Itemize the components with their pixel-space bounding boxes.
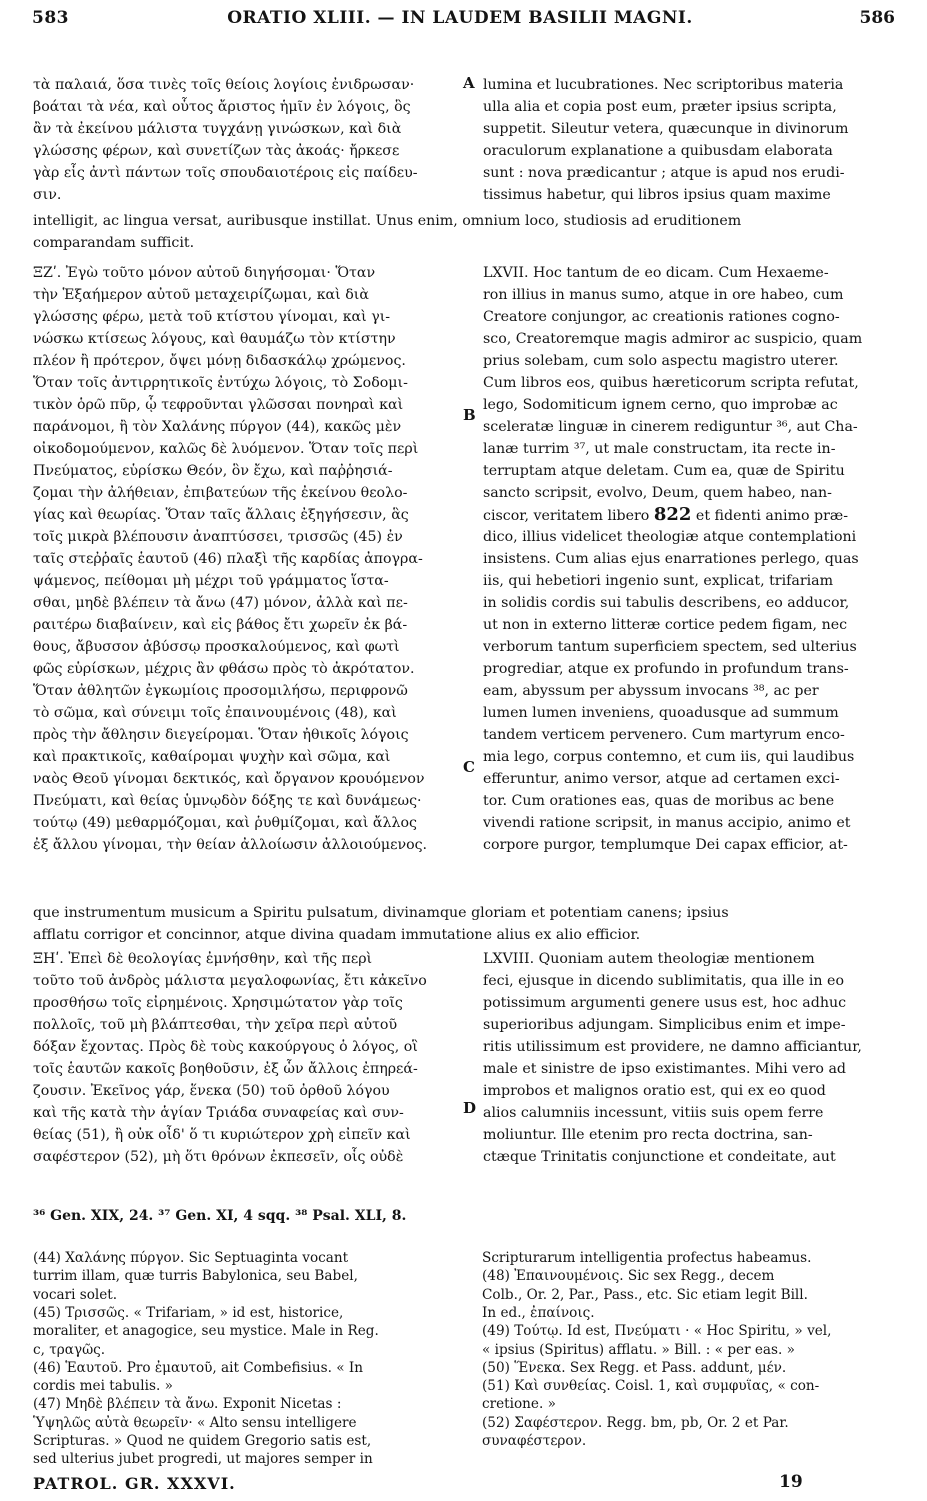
latin-line: superioribus adjungam. Simplicibus enim et impe- <box>483 1017 846 1033</box>
footnote-line: moraliter, et anagogice, seu mystice. Male in Reg. <box>33 1323 379 1340</box>
footnote-line: turrim illam, quæ turris Babylonica, seu Babel, <box>33 1268 358 1285</box>
greek-line: θους, ἄβυσσον ἀβύσσῳ προσκαλούμενος, καὶ φωτὶ <box>33 639 400 655</box>
footnote-line: (47) Μηδὲ βλέπειν τὰ ἄνω. Exponit Nicetas : <box>33 1396 342 1413</box>
greek-line: δόξαν ἔχοντας. Πρὸς δὲ τοὺς κακούργους ὁ λόγος, οἳ <box>33 1039 418 1055</box>
latin-line: LXVIII. Quoniam autem theologiæ mentionem <box>483 951 815 967</box>
greek-line: πλέον ἢ πρότερον, ὄψει μόνῃ διδασκάλῳ χρώμενος. <box>33 353 406 369</box>
latin-line: feci, ejusque in dicendo sublimitatis, qua ille in eo <box>483 973 844 989</box>
greek-line: προσθήσω τοῖς εἰρημένοις. Χρησιμώτατον γὰρ τοῖς <box>33 995 403 1011</box>
greek-line: ψάμενος, πείθομαι μὴ μέχρι τοῦ γράμματος ἵστα- <box>33 573 389 589</box>
footnote-line: Ὑψηλῶς αὐτὰ θεωρεῖν· « Alto sensu intelligere <box>33 1414 357 1431</box>
latin-line: male et sinistre de ipso existimantes. Mihi vero ad <box>483 1061 847 1077</box>
latin-line: improbos et malignos oratio est, qui ex eo quod <box>483 1083 826 1099</box>
latin-line: oraculorum explanatione a quibusdam elaborata <box>483 143 833 159</box>
greek-line: γὰρ εἷς ἀντὶ πάντων τοῖς σπουδαιοτέροις εἰς παίδευ- <box>33 165 418 181</box>
latin-line: tandem verticem pervenero. Cum martyrum enco- <box>483 727 845 743</box>
greek-line: ναὸς Θεοῦ γίνομαι δεκτικός, καὶ ὄργανον κρουόμενον <box>33 771 425 787</box>
latin-line: potissimum argumenti genere usus est, hoc adhuc <box>483 995 847 1011</box>
greek-line: ραιτέρω διαβαίνειν, καὶ εἰς βάθος ἔτι χωρεῖν ἐκ βά- <box>33 617 408 633</box>
footnote-line: sed ulterius jubet progredi, ut majores semper in <box>33 1451 373 1468</box>
greek-line: τοῖς μικρὰ βλέπουσιν ἀναπτύσσει, τρισσῶς (45) ἐν <box>33 529 403 545</box>
greek-line: πρὸς τὴν ἄθλησιν διεγείρομαι. Ὅταν ἠθικοῖς λόγοις <box>33 727 409 743</box>
latin-line-continuation: et fidenti animo præ- <box>691 508 848 524</box>
footnote-line: (51) Καὶ συνθείας. Coisl. 1, καὶ συμφυΐας, « con- <box>482 1378 820 1395</box>
latin-line: Creatore conjungor, ac creationis rationes cogno- <box>483 309 840 325</box>
greek-line: τὴν Ἑξαήμερον αὐτοῦ μεταχειρίζωμαι, καὶ διὰ <box>33 287 369 303</box>
greek-line: ἂν τὰ ἐκείνου μάλιστα τυγχάνῃ γινώσκων, καὶ διὰ <box>33 121 402 137</box>
latin-line: suppetit. Sileutur vetera, quæcunque in divinorum <box>483 121 849 137</box>
latin-line: lego, Sodomiticum ignem cerno, quo improbæ ac <box>483 397 838 413</box>
greek-line: Ὅταν ἀθλητῶν ἐγκωμίοις προσομιλήσω, περιφρονῶ <box>33 683 408 699</box>
greek-line: καὶ πρακτικοῖς, καθαίρομαι ψυχὴν καὶ σῶμα, καὶ <box>33 749 391 765</box>
column-number: 822 <box>653 504 692 525</box>
footnote-line: cordis mei tabulis. » <box>33 1378 173 1395</box>
latin-line: insistens. Cum alias ejus enarrationes perlego, quas <box>483 551 859 567</box>
full-width-line: intelligit, ac lingua versat, auribusque instillat. Unus enim, omnium loco, studiosis ad eruditionem <box>33 213 742 229</box>
footnote-line: (45) Τρισσῶς. « Trifariam, » id est, historice, <box>33 1304 344 1321</box>
latin-line: terruptam atque deletam. Cum ea, quæ de Spiritu <box>483 463 845 479</box>
greek-line: τοῖς ἑαυτῶν κακοῖς βοηθοῦσιν, ἐξ ὧν ἄλλοις ἐπηρεά- <box>33 1061 418 1077</box>
greek-line: σιν. <box>33 187 62 203</box>
margin-letter: C <box>463 758 475 776</box>
footnote-line: Scripturas. » Quod ne quidem Gregorio satis est, <box>33 1433 372 1449</box>
greek-line: σθαι, μηδὲ βλέπειν τὰ ἄνω (47) μόνον, ἀλλὰ καὶ πε- <box>33 595 408 611</box>
latin-line: sunt : nova prædicantur ; atque is apud nos erudi- <box>483 165 845 181</box>
latin-line: iis, qui hebetiori ingenio sunt, explicat, trifariam <box>483 573 834 589</box>
page-number-right: 586 <box>859 8 895 28</box>
margin-letter: A <box>463 74 475 92</box>
greek-line: οἰκοδομούμενον, καλῶς δὲ λυόμενον. Ὅταν τοῖς περὶ <box>33 441 419 457</box>
footnote-line: Colb., Or. 2, Par., Pass., etc. Sic etiam legit Bill. <box>482 1286 808 1303</box>
footnote-line: (48) Ἐπαινουμένοις. Sic sex Regg., decem <box>482 1268 775 1285</box>
latin-line: ctæque Trinitatis conjunctione et condeitate, aut <box>483 1149 836 1165</box>
greek-line: ΞΖʹ. Ἐγὼ τοῦτο μόνον αὐτοῦ διηγήσομαι· Ὅταν <box>33 265 376 281</box>
footnote-line: (44) Χαλάνης πύργον. Sic Septuaginta vocant <box>33 1250 349 1266</box>
latin-line: LXVII. Hoc tantum de eo dicam. Cum Hexaeme- <box>483 265 829 281</box>
latin-line: progrediar, atque ex profundo in profundum trans- <box>483 661 849 677</box>
greek-line: βοάται τὰ νέα, καὶ οὗτος ἄριστος ἡμῖν ἐν λόγοις, ὃς <box>33 99 411 115</box>
greek-line: πολλοῖς, τοῦ μὴ βλάπτεσθαι, τὴν χεῖρα περὶ αὐτοῦ <box>33 1017 398 1033</box>
greek-line: Ὅταν τοῖς ἀντιρρητικοῖς ἐντύχω λόγοις, τὸ Σοδομι- <box>33 375 408 391</box>
greek-line: τικὸν ὁρῶ πῦρ, ᾧ τεφροῦνται γλῶσσαι πονηραὶ καὶ <box>33 397 404 413</box>
latin-line: tor. Cum orationes eas, quas de moribus ac bene <box>483 793 835 809</box>
latin-line: lumen lumen inveniens, quoadusque ad summum <box>483 705 839 721</box>
latin-line: sco, Creatoremque magis admiror ac suspicio, quam <box>483 331 863 347</box>
footnote-line: Scripturarum intelligentia profectus habeamus. <box>482 1250 812 1266</box>
latin-line: ut non in externo litteræ cortice pedem figam, nec <box>483 617 848 633</box>
greek-line: γίας καὶ θεωρίας. Ὅταν ταῖς ἄλλαις ἐξηγήσεσιν, ἃς <box>33 507 409 523</box>
footnote-line: c, τραγῶς. <box>33 1341 106 1358</box>
greek-line: σαφέστερον (52), μὴ ὅτι θρόνων ἐκπεσεῖν, οἷς οὐδὲ <box>33 1149 404 1165</box>
greek-line: ζομαι τὴν ἀλήθειαν, ἐπιβατεύων τῆς ἐκείνου θεολο- <box>33 485 408 501</box>
latin-line: ritis utilissimum est providere, ne damno afficiantur, <box>483 1039 862 1055</box>
greek-line: τὰ παλαιά, ὅσα τινὲς τοῖς θείοις λογίοις ἐνιδρωσαν· <box>33 77 415 93</box>
greek-line: γλώσσης φέρω, μετὰ τοῦ κτίστου γίνομαι, καὶ γι- <box>33 309 391 325</box>
greek-line: ζουσιν. Ἐκεῖνος γάρ, ἕνεκα (50) τοῦ ὀρθοῦ λόγου <box>33 1083 390 1099</box>
full-width-line: comparandam sufficit. <box>33 235 195 251</box>
latin-line: ciscor, veritatem libero 822 et fidenti animo præ- <box>483 504 848 525</box>
latin-line: dico, illius videlicet theologiæ atque contemplationi <box>483 529 857 545</box>
greek-line: τούτῳ (49) μεθαρμόζομαι, καὶ ῥυθμίζομαι, καὶ ἄλλος <box>33 815 417 831</box>
latin-line: in solidis cordis sui tabulis describens, eo adducor, <box>483 595 850 611</box>
greek-line: ΞΗʹ. Ἐπεὶ δὲ θεολογίας ἐμνήσθην, καὶ τῆς περὶ <box>33 951 373 967</box>
latin-line: moliuntur. Ille etenim pro recta doctrina, san- <box>483 1127 813 1143</box>
greek-line: γλώσσης φέρων, καὶ συνετίζων τὰς ἀκοάς· ἤρκεσε <box>33 143 400 159</box>
latin-line: corpore purgor, templumque Dei capax efficior, at- <box>483 837 848 853</box>
latin-line: ron illius in manus sumo, atque in ore habeo, cum <box>483 287 844 303</box>
page-number-left: 583 <box>32 8 69 28</box>
footnote-line: (49) Τούτῳ. Id est, Πνεύματι · « Hoc Spiritu, » vel, <box>482 1323 832 1340</box>
footnote-line: συναφέστερον. <box>482 1433 587 1449</box>
latin-line: mia lego, corpus contemno, et cum iis, qui laudibus <box>483 749 855 765</box>
greek-line: τὸ σῶμα, καὶ σύνειμι τοῖς ἐπαινουμένοις (48), καὶ <box>33 705 397 721</box>
series-footer: PATROL. GR. XXXVI. <box>33 1474 236 1493</box>
latin-line: lanæ turrim ³⁷, ut male constructam, ita recte in- <box>483 441 836 457</box>
latin-line: eam, abyssum per abyssum invocans ³⁸, ac per <box>483 683 819 699</box>
footnote-line: In ed., ἐπαίνοις. <box>482 1304 595 1321</box>
full-width-line: afflatu corrigor et concinnor, atque divina quadam immutatione alius ex alio efficior. <box>33 927 641 943</box>
latin-line: lumina et lucubrationes. Nec scriptoribus materia <box>483 77 844 93</box>
latin-line: Cum libros eos, quibus hæreticorum scripta refutat, <box>483 375 859 391</box>
latin-line: verborum tantum superficiem spectem, sed ulterius <box>483 639 857 655</box>
latin-line: tissimus habetur, qui libros ipsius quam maxime <box>483 187 831 203</box>
footnote-line: « ipsius (Spiritus) afflatu. » Bill. : « per eas. » <box>482 1341 795 1358</box>
greek-line: νώσκω κτίσεως λόγους, καὶ θαυμάζω τὸν κτίστην <box>33 331 396 347</box>
running-title: ORATIO XLIII. — IN LAUDEM BASILII MAGNI. <box>227 8 693 28</box>
footnote-line: (50) Ἕνεκα. Sex Regg. et Pass. addunt, μέν. <box>482 1359 787 1376</box>
latin-line: ulla alia et copia post eum, præter ipsius scripta, <box>483 99 837 115</box>
signature-mark: 19 <box>779 1472 803 1492</box>
latin-line: sancto scripsit, evolvo, Deum, quem habeo, nan- <box>483 485 832 501</box>
greek-line: ταῖς στεῤῥαῖς ἑαυτοῦ (46) πλαξὶ τῆς καρδίας ἀπογρα- <box>33 551 423 567</box>
greek-line: παράνομοι, ἢ τὸν Χαλάνης πύργον (44), κακῶς μὲν <box>33 419 402 435</box>
greek-line: φῶς εὑρίσκων, μέχρις ἂν φθάσω πρὸς τὸ ἀκρότατον. <box>33 661 415 677</box>
latin-line: efferuntur, animo versor, atque ad certamen exci- <box>483 771 840 787</box>
scripture-references: ³⁶ Gen. XIX, 24. ³⁷ Gen. XI, 4 sqq. ³⁸ Psal. XLI, 8. <box>33 1208 407 1224</box>
latin-line: vivendi ratione scripsit, in manus accipio, animo et <box>483 815 851 831</box>
greek-line: τοῦτο τοῦ ἀνδρὸς μάλιστα μεγαλοφωνίας, ἔτι κἀκεῖνο <box>33 973 427 989</box>
greek-line: ἐξ ἄλλου γίνομαι, τὴν θείαν ἀλλοίωσιν ἀλλοιούμενος. <box>33 837 428 853</box>
latin-line: prius solebam, cum solo aspectu magistro uterer. <box>483 353 839 369</box>
footnote-line: vocari solet. <box>33 1286 118 1303</box>
latin-line: sceleratæ linguæ in cinerem rediguntur ³⁶, aut Cha- <box>483 419 858 435</box>
margin-letter: D <box>463 1099 477 1117</box>
full-width-line: que instrumentum musicum a Spiritu pulsatum, divinamque gloriam et potentiam canens; ipsius <box>33 905 729 921</box>
greek-line: καὶ τῆς κατὰ τὴν ἁγίαν Τριάδα συναφείας καὶ συν- <box>33 1105 404 1121</box>
footnote-line: (46) Ἑαυτοῦ. Pro ἐμαυτοῦ, ait Combefisius. « In <box>33 1359 364 1376</box>
greek-line: Πνεύματος, εὑρίσκω Θεόν, ὃν ἔχω, καὶ παῤῥησιά- <box>33 463 393 479</box>
footnote-line: (52) Σαφέστερον. Regg. bm, pb, Or. 2 et Par. <box>482 1414 789 1431</box>
footnote-line: cretione. » <box>482 1396 556 1413</box>
latin-line: alios calumniis incessunt, vitiis suis opem ferre <box>483 1105 824 1121</box>
greek-line: Πνεύματι, καὶ θείας ὑμνῳδὸν δόξης τε καὶ δυνάμεως· <box>33 793 422 809</box>
greek-line: θείας (51), ἢ οὐκ οἶδ' ὅ τι κυριώτερον χρὴ εἰπεῖν καὶ <box>33 1127 411 1143</box>
margin-letter: B <box>463 406 476 424</box>
